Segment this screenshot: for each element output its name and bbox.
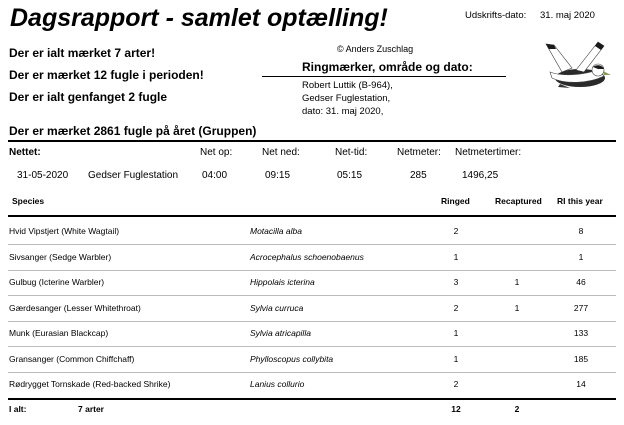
net-op-value: 04:00 <box>202 170 228 181</box>
table-header-rule <box>8 215 616 217</box>
species-name: Gransanger (Common Chiffchaff) <box>9 353 135 364</box>
net-ned-value: 09:15 <box>265 170 291 181</box>
ri-this-year-count: 133 <box>573 328 589 338</box>
species-name: Sivsanger (Sedge Warbler) <box>9 251 112 262</box>
totals-rule <box>8 398 616 400</box>
header-nettet: Nettet: <box>9 147 41 158</box>
net-date: 31-05-2020 <box>17 170 69 181</box>
recaptured-count: 1 <box>514 277 520 287</box>
netmeter-value: 285 <box>410 170 427 181</box>
ringmaerker-rule <box>262 76 506 77</box>
ringed-count: 3 <box>453 277 459 287</box>
ringmaerker-station: Gedser Fuglestation, <box>302 93 391 104</box>
report-title: Dagsrapport - samlet optælling! <box>10 4 388 32</box>
species-name: Hvid Vipstjert (White Wagtail) <box>9 226 120 236</box>
ringed-count: 2 <box>453 379 459 389</box>
species-name: Rødrygget Tornskade (Red-backed Shrike) <box>9 379 171 389</box>
row-divider <box>8 321 616 322</box>
ringmaerker-date: dato: 31. maj 2020, <box>302 106 384 117</box>
ringed-count: 2 <box>453 302 459 313</box>
summary-recaptured: Der er ialt genfanget 2 fugle <box>9 90 168 104</box>
row-divider <box>8 244 616 245</box>
species-name: Munk (Eurasian Blackcap) <box>9 328 109 338</box>
print-date-label: Udskrifts-dato: <box>465 10 527 21</box>
totals-recaptured: 2 <box>514 404 520 414</box>
col-header-ringed: Ringed <box>441 196 470 206</box>
totals-label: I alt: <box>9 404 27 414</box>
netmetertimer-value: 1496,25 <box>462 170 499 181</box>
totals-species: 7 arter <box>78 404 104 414</box>
summary-species-count: Der er ialt mærket 7 arter! <box>9 46 156 60</box>
net-site: Gedser Fuglestation <box>88 170 179 181</box>
ri-this-year-count: 1 <box>578 251 584 262</box>
species-latin: Sylvia atricapilla <box>250 328 311 338</box>
ringed-count: 1 <box>453 353 459 364</box>
row-divider <box>8 372 616 373</box>
group-total: Der er mærket 2861 fugle på året (Gruppen) <box>9 124 257 138</box>
net-tid-value: 05:15 <box>337 170 363 181</box>
summary-birds-ringed: Der er mærket 12 fugle i perioden! <box>9 68 204 82</box>
row-divider <box>8 295 616 296</box>
ringed-count: 1 <box>453 251 459 262</box>
totals-ringed: 12 <box>451 404 461 414</box>
ri-this-year-count: 14 <box>576 379 586 389</box>
species-latin: Sylvia curruca <box>250 302 304 313</box>
species-latin: Phylloscopus collybita <box>250 353 334 364</box>
ri-this-year-count: 46 <box>576 277 586 287</box>
header-netmetertimer: Netmetertimer: <box>455 147 522 158</box>
ringed-count: 2 <box>453 226 459 236</box>
copyright: © Anders Zuschlag <box>337 44 414 54</box>
ringmaerker-heading: Ringmærker, område og dato: <box>302 60 473 74</box>
col-header-ri-this-year: RI this year <box>557 196 603 206</box>
ri-this-year-count: 8 <box>578 226 584 236</box>
row-divider <box>8 346 616 347</box>
print-date-value: 31. maj 2020 <box>540 10 595 21</box>
species-latin: Acrocephalus schoenobaenus <box>250 251 364 262</box>
ri-this-year-count: 185 <box>573 353 589 364</box>
species-name: Gulbug (Icterine Warbler) <box>9 277 105 287</box>
row-divider <box>8 270 616 271</box>
ringmaerker-ringer: Robert Luttik (B-964), <box>302 80 393 91</box>
col-header-species: Species <box>12 196 45 206</box>
species-latin: Lanius collurio <box>250 379 305 389</box>
species-latin: Hippolais icterina <box>250 277 315 287</box>
eider-duck-icon <box>540 40 612 98</box>
col-header-recaptured: Recaptured <box>495 196 542 206</box>
recaptured-count: 1 <box>514 302 520 313</box>
header-net-ned: Net ned: <box>262 147 300 158</box>
group-total-rule <box>8 140 616 142</box>
header-netmeter: Netmeter: <box>397 147 441 158</box>
ringed-count: 1 <box>453 328 459 338</box>
species-name: Gærdesanger (Lesser Whitethroat) <box>9 302 141 313</box>
species-latin: Motacilla alba <box>250 226 302 236</box>
header-net-op: Net op: <box>200 147 233 158</box>
header-net-tid: Net-tid: <box>335 147 368 158</box>
ri-this-year-count: 277 <box>573 302 589 313</box>
